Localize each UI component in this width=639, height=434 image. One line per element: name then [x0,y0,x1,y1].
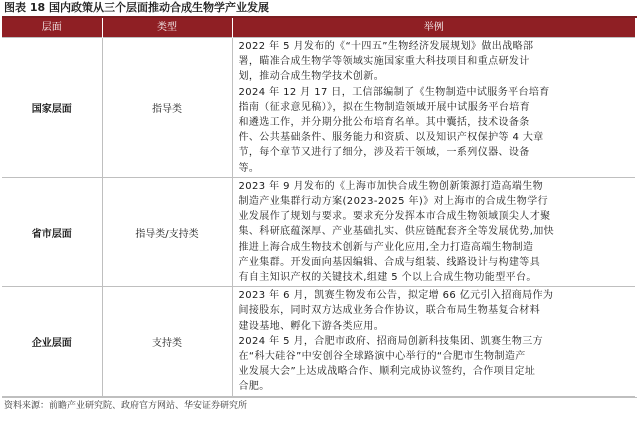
header-examples: 举例 [232,18,635,38]
examples-cell [232,38,635,178]
type-cell: 指导类 [102,38,232,178]
example-line: 署，瞄准合成生物学等领域实施国家重大科技项目和重点研发计 [238,56,530,68]
example-line: 2022 年 5 月发布的《“十四五”生物经济发展规划》做出战略部 [238,41,534,52]
example-line: 2024 年 5 月，合肥市政府、招商局创新科技集团、凯赛生物三方 [238,335,544,347]
type-cell: 指导类/支持类 [102,177,232,286]
source-note: 资料来源：前瞻产业研究院、政府官方网站、华安证券研究所 [2,397,637,414]
example-line: 有自主知识产权的关键技术,组建 5 个以上合成生物功能型平台。 [238,272,537,284]
example-line: 和遴选工作，并分期分批公布培育名单。其中囊括，技术设备条 [238,117,530,129]
example-line: 等。 [238,162,260,174]
header-level: 层面 [2,18,102,38]
example-line: 在“科大硅谷”中安创谷全球路演中心举行的“合肥市生物制造产 [238,351,526,363]
level-cell: 企业层面 [2,287,102,396]
example-line: 集、科研底蕴深厚、产业基础扎实、供应链配套齐全等发展优势,加快 [238,226,555,238]
table-row-provincial [2,177,635,286]
example-line: 业发展作了规划与要求。要求充分发挥本市合成生物领域顶尖人才聚 [238,211,551,223]
policy-table [2,18,635,397]
example-line: 制造产业集群行动方案(2023-2025 年)》对上海市的合成生物学行 [238,196,548,208]
level-cell: 省市层面 [2,177,102,286]
example-line: 合肥。 [238,381,270,393]
example-line: 2024 年 12 月 17 日，工信部编制了《生物制造中试服务平台培育 [238,86,550,98]
example-line: 业发展大会”上达成战略合作、顺利完成协议签约，合作项目定址 [238,366,536,378]
examples-cell [232,177,635,286]
figure-title: 图表 18 国内政策从三个层面推动合成生物学产业发展 [2,0,637,18]
level-cell: 国家层面 [2,38,102,178]
example-line: 间接股东，同时双方达成业务合作协议，联合布局生物基复合材料 [238,305,541,317]
example-line: 件、公共基础条件、服务能力和资质、以及知识产权保护等 4 大章 [238,132,544,144]
examples-cell [232,287,635,396]
example-line: 2023 年 9 月发布的《上海市加快合成生物创新策源打造高端生物 [238,180,544,192]
table-header-row [2,18,635,38]
example-line: 指南（征求意见稿）》，拟在生物制造领域开展中试服务平台培育 [238,101,531,113]
example-line: 节，每个章节又进行了细分，涉及若干领域，一系列仪器、设备 [238,147,530,159]
example-line: 2023 年 6 月，凯赛生物发布公告，拟定增 66 亿元引入招商局作为 [238,290,554,302]
table-row-enterprise [2,287,635,396]
type-cell: 支持类 [102,287,232,396]
header-type: 类型 [102,18,232,38]
example-line: 建设基地、孵化下游各类应用。 [238,320,385,332]
table-row-national [2,38,635,178]
example-line: 推进上海合成生物技术创新与产业化应用,全力打造高端生物制造 [238,241,534,253]
example-line: 划，推动合成生物学技术创新。 [238,71,385,83]
example-line: 产业集群。开发面向基因编辑、合成与组装、线路设计与构建等具 [238,256,541,268]
